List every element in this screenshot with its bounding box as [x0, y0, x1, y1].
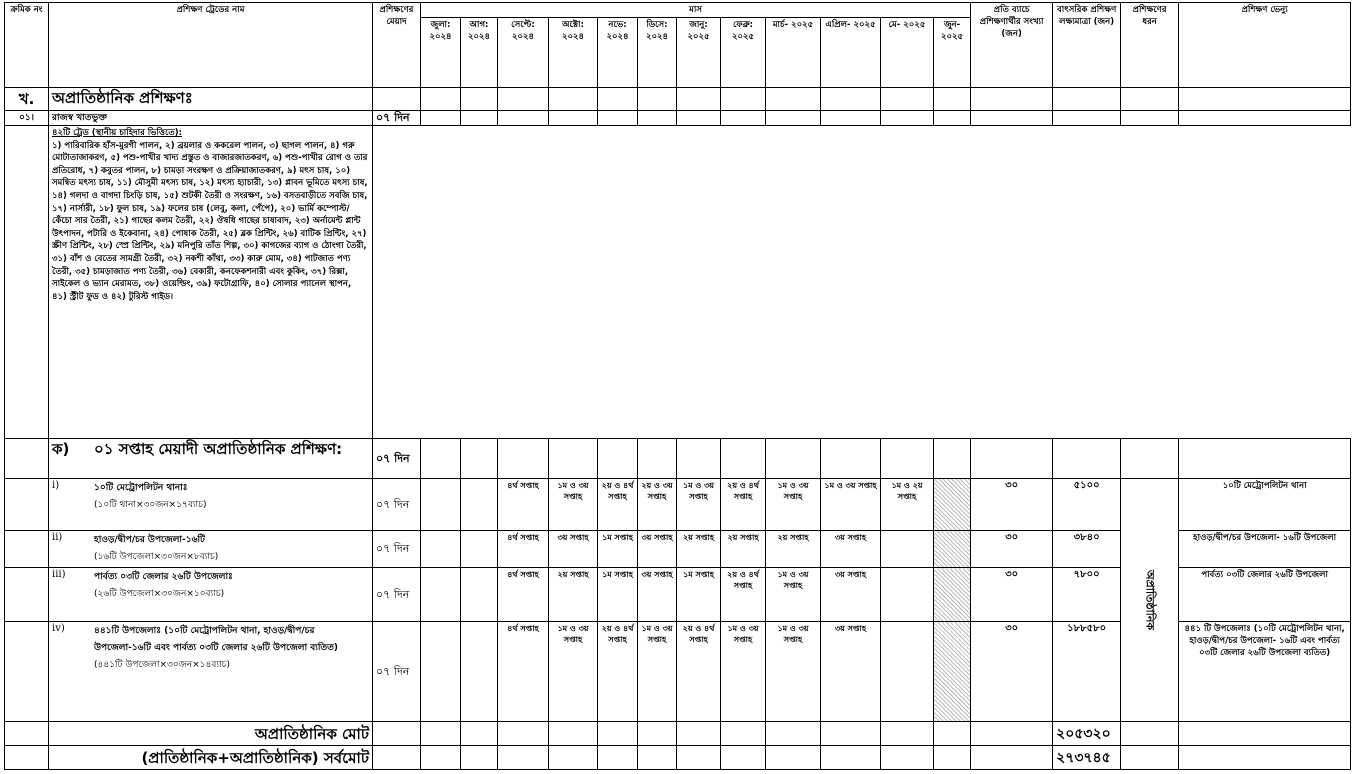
- schedule-cell-3: ১ম ও ৩য় সপ্তাহ: [549, 479, 598, 531]
- schedule-cell-4: ১ম সপ্তাহ: [598, 568, 638, 622]
- schedule-cell-4: ২য় ও ৪র্থ সপ্তাহ: [598, 622, 638, 722]
- program-serial: ০১।: [5, 111, 49, 126]
- row-serial: [5, 479, 49, 531]
- trade-list: [49, 126, 373, 439]
- schedule-cell-5: ৩য় সপ্তাহ: [638, 531, 677, 568]
- row-duration: ০৭ দিন: [373, 531, 421, 568]
- schedule-cell-0: [421, 479, 461, 531]
- row-title: ৪৪১টি উপজেলাঃ (১০টি মেট্রোপলিটন থানা, হাওড়/দ্বীপ/চর উপজেলা-১৬টি এবং পার্বত্য ০৩টি জেলার ২৬টি উপজেলা ব্যতিত): [94, 626, 339, 653]
- schedule-cell-10: [881, 568, 934, 622]
- section-title: অপ্রাতিষ্ঠানিক প্রশিক্ষণঃ: [49, 88, 373, 111]
- schedule-cell-3: ৩য় সপ্তাহ: [549, 531, 598, 568]
- schedule-cell-6: ১ম ও ৩য় সপ্তাহ: [677, 479, 721, 531]
- schedule-cell-9: ১ম ও ৩য় সপ্তাহ: [821, 479, 881, 531]
- subsection-duration: ০৭ দিন: [373, 439, 421, 479]
- header-month-0: জুলা: ২০২৪: [421, 18, 461, 88]
- nonformal-total-label: অপ্রাতিষ্ঠানিক মোট: [49, 722, 373, 746]
- row-number: i): [52, 480, 60, 491]
- subsection-label: ক): [52, 440, 70, 458]
- header-month-2: সেপ্টে: ২০২৪: [498, 18, 549, 88]
- header-duration: প্রশিক্ষণের মেয়াদ: [373, 3, 421, 88]
- row-target: ৩৮৪০: [1053, 531, 1121, 568]
- schedule-cell-9: ৩য় সপ্তাহ: [821, 568, 881, 622]
- header-month-11: জুন- ২০২৫: [934, 18, 971, 88]
- training-schedule-table: [4, 2, 1351, 770]
- schedule-cell-7: ১ম ও ৩য় সপ্তাহ: [721, 622, 766, 722]
- schedule-cell-8: ২য় সপ্তাহ: [766, 531, 821, 568]
- schedule-cell-2: ৪র্থ সপ্তাহ: [498, 568, 549, 622]
- schedule-cell-5: ১ম ও ৩য় সপ্তাহ: [638, 622, 677, 722]
- row-duration: ০৭ দিন: [373, 479, 421, 531]
- row-venue: হাওড়/দ্বীপ/চর উপজেলা- ১৬টি উপজেলা: [1179, 531, 1351, 568]
- row-number: iii): [52, 569, 66, 580]
- program-duration: ০৭ দিন: [373, 111, 421, 126]
- header-month-3: অক্টো: ২০২৪: [549, 18, 598, 88]
- row-target: ১৮৮৫৮০: [1053, 622, 1121, 722]
- header-per-batch: প্রতি ব্যাচে প্রশিক্ষণার্থীর সংখ্যা (জন): [971, 3, 1053, 88]
- row-number: iv): [52, 623, 65, 634]
- schedule-cell-1: [461, 568, 498, 622]
- schedule-cell-6: ১ম সপ্তাহ: [677, 568, 721, 622]
- trade-list-heading: ৪২টি ট্রেড (স্থানীয় চাহিদার ভিত্তিতে):: [52, 128, 183, 138]
- header-type: প্রশিক্ষণের ধরন: [1121, 3, 1179, 88]
- schedule-cell-9: ৩য় সপ্তাহ: [821, 531, 881, 568]
- schedule-cell-0: [421, 622, 461, 722]
- row-title: ১০টি মেট্রোপলিটন থানাঃ: [94, 483, 188, 493]
- row-detail: (১০টি থানা×৩০জন×১৭ব্যাচ): [94, 500, 207, 510]
- row-venue: পার্বত্য ০৩টি জেলার ২৬টি উপজেলা: [1179, 568, 1351, 622]
- schedule-cell-1: [461, 479, 498, 531]
- row-number: ii): [52, 532, 63, 543]
- schedule-cell-7: ২য় ও ৪র্থ সপ্তাহ: [721, 479, 766, 531]
- row-duration: ০৭ দিন: [373, 622, 421, 722]
- schedule-cell-0: [421, 568, 461, 622]
- schedule-cell-2: ৪র্থ সপ্তাহ: [498, 622, 549, 722]
- nonformal-total-row: [5, 722, 1351, 746]
- row-detail: (১৬টি উপজেলা×৩০জন×৮ব্যাচ): [94, 552, 219, 562]
- header-serial: ক্রমিক নং: [5, 3, 49, 88]
- schedule-cell-8: ১ম ও ৩য় সপ্তাহ: [766, 479, 821, 531]
- grand-total-label: (প্রাতিষ্ঠানিক+অপ্রাতিষ্ঠানিক) সর্বমোট: [49, 746, 373, 770]
- header-month: মাস: [421, 3, 971, 18]
- schedule-cell-11: [934, 531, 971, 568]
- section-serial: খ.: [5, 88, 49, 111]
- schedule-cell-8: ১ম ও ৩য় সপ্তাহ: [766, 568, 821, 622]
- row-title: পার্বত্য ০৩টি জেলার ২৬টি উপজেলাঃ: [94, 572, 233, 582]
- schedule-cell-9: ৩য় সপ্তাহ: [821, 622, 881, 722]
- header-venue: প্রশিক্ষণ ভেন্যু: [1179, 3, 1351, 88]
- header-month-6: জানু: ২০২৫: [677, 18, 721, 88]
- header-month-8: মার্চ- ২০২৫: [766, 18, 821, 88]
- row-target: ৭৮০০: [1053, 568, 1121, 622]
- schedule-cell-11: [934, 479, 971, 531]
- grand-total-value: ২৭৩৭৪৫: [1053, 746, 1121, 770]
- grand-total-row: [5, 746, 1351, 770]
- row-name: [49, 531, 373, 568]
- row-venue: ১০টি মেট্রোপলিটন থানা: [1179, 479, 1351, 531]
- header-month-4: নভে: ২০২৪: [598, 18, 638, 88]
- schedule-cell-6: ২য় সপ্তাহ: [677, 531, 721, 568]
- schedule-cell-1: [461, 531, 498, 568]
- schedule-cell-3: ১ম ও ৩য় সপ্তাহ: [549, 622, 598, 722]
- row-per-batch: ৩০: [971, 479, 1053, 531]
- schedule-cell-7: ২য় ও ৪র্থ সপ্তাহ: [721, 568, 766, 622]
- header-month-7: ফেব্রু: ২০২৫: [721, 18, 766, 88]
- header-trade-name: প্রশিক্ষণ ট্রেডের নাম: [49, 3, 373, 88]
- schedule-cell-3: ২য় সপ্তাহ: [549, 568, 598, 622]
- subsection: [49, 439, 373, 479]
- row-target: ৫১০০: [1053, 479, 1121, 531]
- header-annual-target: বাৎসরিক প্রশিক্ষণ লক্ষ্যমাত্রা (জন): [1053, 3, 1121, 88]
- header-month-9: এপ্রিল- ২০২৫: [821, 18, 881, 88]
- row-serial: [5, 622, 49, 722]
- schedule-cell-8: ১ম ও ৩য় সপ্তাহ: [766, 622, 821, 722]
- schedule-cell-4: ২য় ও ৪র্থ সপ্তাহ: [598, 479, 638, 531]
- schedule-cell-5: ৩য় সপ্তাহ: [638, 568, 677, 622]
- row-per-batch: ৩০: [971, 531, 1053, 568]
- row-title: হাওড়/দ্বীপ/চর উপজেলা-১৬টি: [94, 535, 205, 545]
- header-month-10: মে- ২০২৫: [881, 18, 934, 88]
- schedule-cell-11: [934, 622, 971, 722]
- row-serial: [5, 531, 49, 568]
- row-name: [49, 568, 373, 622]
- schedule-cell-2: ৪র্থ সপ্তাহ: [498, 531, 549, 568]
- trade-list-text: ১) পারিবারিক হাঁস-মুরগী পালন, ২) ব্রয়লার ও ককরেল পালন, ৩) ছাগল পালন, ৪) গরু মোটাতাজাকরণ, ৫) পশু-পাখীর খাদ্য প্রস্তুত ও বাজারজাতকরণ, ৬) পশু-পাখীর রোগ ও তার প্রতিরোধ, ৭) কবুতর পালন, ৮) চামড়া সংরক্ষণ ও প্রক্রিয়াজাতকরণ, ৯) মৎস চাষ, ১০) সমন্বিত মৎস্য চাষ, ১১) মৌসুমী মৎস্য চাষ, ১২) মৎস্য হ্যাচারী, ১৩) প্লাবন ভূমিতে মৎস্য চাষ, ১৪) গলদা ও বাগদা চিংড়ি চাষ, ১৫) শুটকী তৈরী ও সংরক্ষণ, ১৬) বসতবাড়ীতে সবজি চাষ, ১৭) নার্সারী, ১৮) ফুল চাষ, ১৯) ফলের চাষ (লেবু, কলা, পেঁপে), ২০) ভার্মি কম্পোস্ট/কেঁচো সার তৈরী, ২১) গাছের কলম তৈরী, ২২) ঔষধি গাছের চাষাবাদ, ২৩) অর্নামেন্ট প্লান্ট উৎপাদন, পটারি ও ইকেবানা, ২৪) পোষাক তৈরী, ২৫) ব্লক প্রিন্টিং, ২৬) বাটিক প্রিন্টিং, ২৭) স্ক্রীণ প্রিন্টিং, ২৮) স্প্রে প্রিন্টিং, ২৯) মনিপুরি তাঁত শিল্প, ৩০) কাগজের ব্যাগ ও ঠোংগা তৈরী, ৩১) বাঁশ ও বেতের সামগ্রী তৈরী, ৩২) নকশী কাঁথা, ৩৩) কারু মোম, ৩৪) পাটজাত পণ্য তৈরী, ৩৫) চামড়াজাত পণ্য তৈরী, ৩৬) বেকারী, কনফেকশনারী এবং কুকিং, ৩৭) রিক্সা, সাইকেল ও ভ্যান মেরামত, ৩৮) ওয়েল্ডিং, ৩৯) ফটোগ্রাফি, ৪০) সোলার প্যানেল স্থাপন, ৪১) স্ট্রীট ফুড ও ৪২) টুরিস্ট গাইড।: [52, 140, 368, 302]
- schedule-cell-10: ১ম ও ২য় সপ্তাহ: [881, 479, 934, 531]
- nonformal-total-value: ২০৫৩২০: [1053, 722, 1121, 746]
- subsection-title: ০১ সপ্তাহ মেয়াদী অপ্রাতিষ্ঠানিক প্রশিক্ষণ:: [94, 440, 343, 458]
- header-month-1: আগ: ২০২৪: [461, 18, 498, 88]
- row-detail: (৪৪১টি উপজেলা×৩০জন×১৪ব্যাচ): [94, 660, 230, 670]
- schedule-cell-10: [881, 531, 934, 568]
- schedule-cell-5: ২য় ও ৩য় সপ্তাহ: [638, 479, 677, 531]
- row-per-batch: ৩০: [971, 622, 1053, 722]
- schedule-cell-4: ১ম সপ্তাহ: [598, 531, 638, 568]
- row-duration: ০৭ দিন: [373, 568, 421, 622]
- row-venue: ৪৪১ টি উপজেলাঃ (১০টি মেট্রোপলিটন থানা, হাওড়/দ্বীপ/চর উপজেলা- ১৬টি এবং পার্বত্য ০৩টি জেলার ২৬টি উপজেলা ব্যতিত): [1179, 622, 1351, 722]
- row-per-batch: ৩০: [971, 568, 1053, 622]
- schedule-cell-7: ২য় সপ্তাহ: [721, 531, 766, 568]
- header-month-5: ডিসে: ২০২৪: [638, 18, 677, 88]
- row-serial: [5, 568, 49, 622]
- schedule-cell-11: [934, 568, 971, 622]
- schedule-cell-0: [421, 531, 461, 568]
- schedule-cell-1: [461, 622, 498, 722]
- row-name: [49, 479, 373, 531]
- program-name: রাজস্ব খাতভুক্ত: [49, 111, 373, 126]
- schedule-cell-10: [881, 622, 934, 722]
- training-type: অপ্রাতিষ্ঠানিক: [1121, 479, 1179, 722]
- schedule-cell-2: ৪র্থ সপ্তাহ: [498, 479, 549, 531]
- table-row: [5, 479, 1351, 531]
- row-name: [49, 622, 373, 722]
- schedule-cell-6: ২য় ও ৪র্থ সপ্তাহ: [677, 622, 721, 722]
- row-detail: (২৬টি উপজেলা×৩০জন×১০ব্যাচ): [94, 589, 225, 599]
